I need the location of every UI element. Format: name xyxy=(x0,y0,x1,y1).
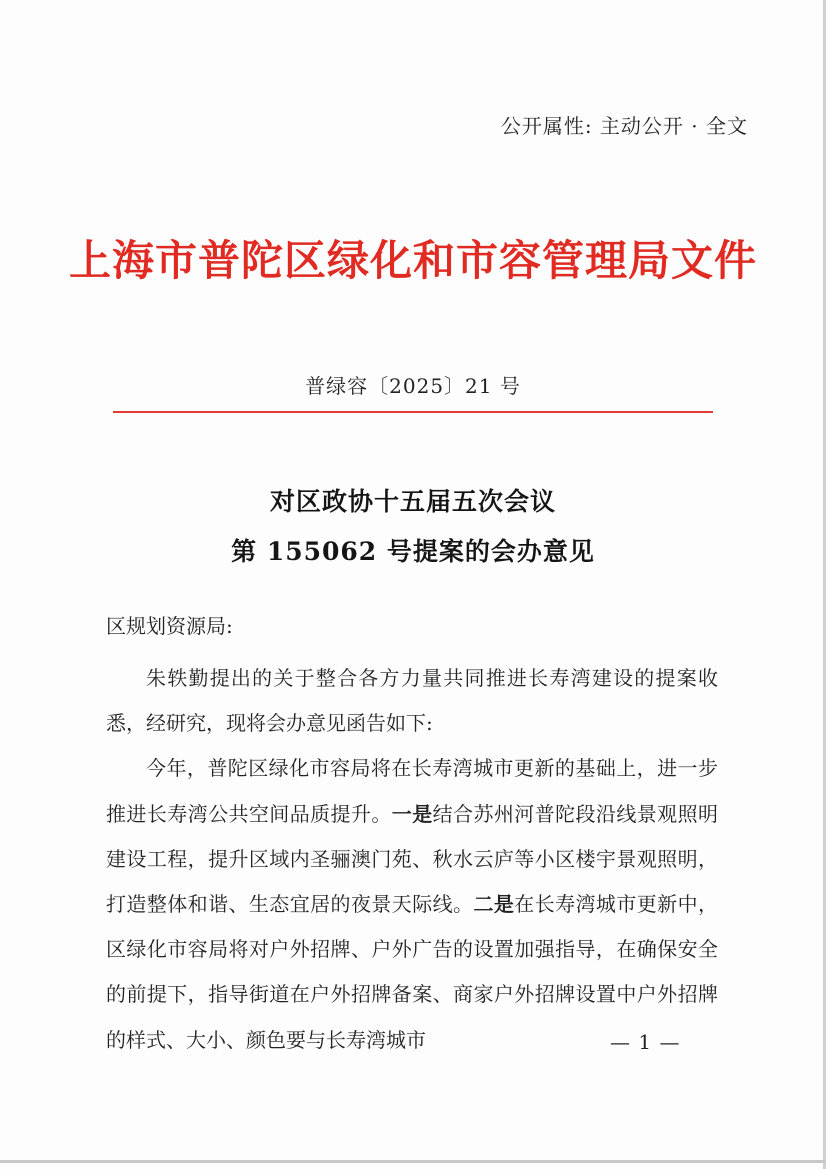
red-separator-line xyxy=(113,411,713,413)
document-number: 普绿容〔2025〕21 号 xyxy=(305,374,521,398)
document-title-line-2: 第 155062 号提案的会办意见 xyxy=(231,537,595,566)
paragraph-2-intro: 今年，普陀区绿化市容局将在长寿湾城市更新的基础上，进一步推进长寿湾公共空间品质提升。 xyxy=(106,756,718,826)
point-2-label: 二是 xyxy=(473,892,515,917)
issuing-organization-title: 上海市普陀区绿化和市容管理局文件 xyxy=(68,236,757,285)
scan-edge-bottom xyxy=(0,1160,826,1163)
point-1-label: 一是 xyxy=(391,801,433,826)
page-number: — 1 — xyxy=(610,1030,681,1054)
paragraph-2 xyxy=(106,746,718,1062)
document-title-line-1: 对区政协十五届五次会议 xyxy=(269,487,556,516)
point-2-text: 在长寿湾城市更新中，区绿化市容局将对户外招牌、户外广告的设置加强指导，在确保安全的前提下，指导街道在户外招牌备案、商家户外招牌设置中户外招牌的样式、大小、颜色要与长寿湾城市 xyxy=(106,892,719,1052)
point-1-text: 结合苏州河普陀段沿线景观照明建设工程，提升区域内圣骊澳门苑、秋水云庐等小区楼宇景观照明，打造整体和谐、生态宜居的夜景天际线。 xyxy=(106,801,719,917)
document-body xyxy=(106,656,718,1063)
salutation: 区规划资源局: xyxy=(106,614,233,638)
disclosure-attribute: 公开属性: 主动公开 · 全文 xyxy=(500,114,748,138)
paragraph-1: 朱轶勤提出的关于整合各方力量共同推进长寿湾建设的提案收悉，经研究，现将会办意见函告如下: xyxy=(106,666,718,736)
